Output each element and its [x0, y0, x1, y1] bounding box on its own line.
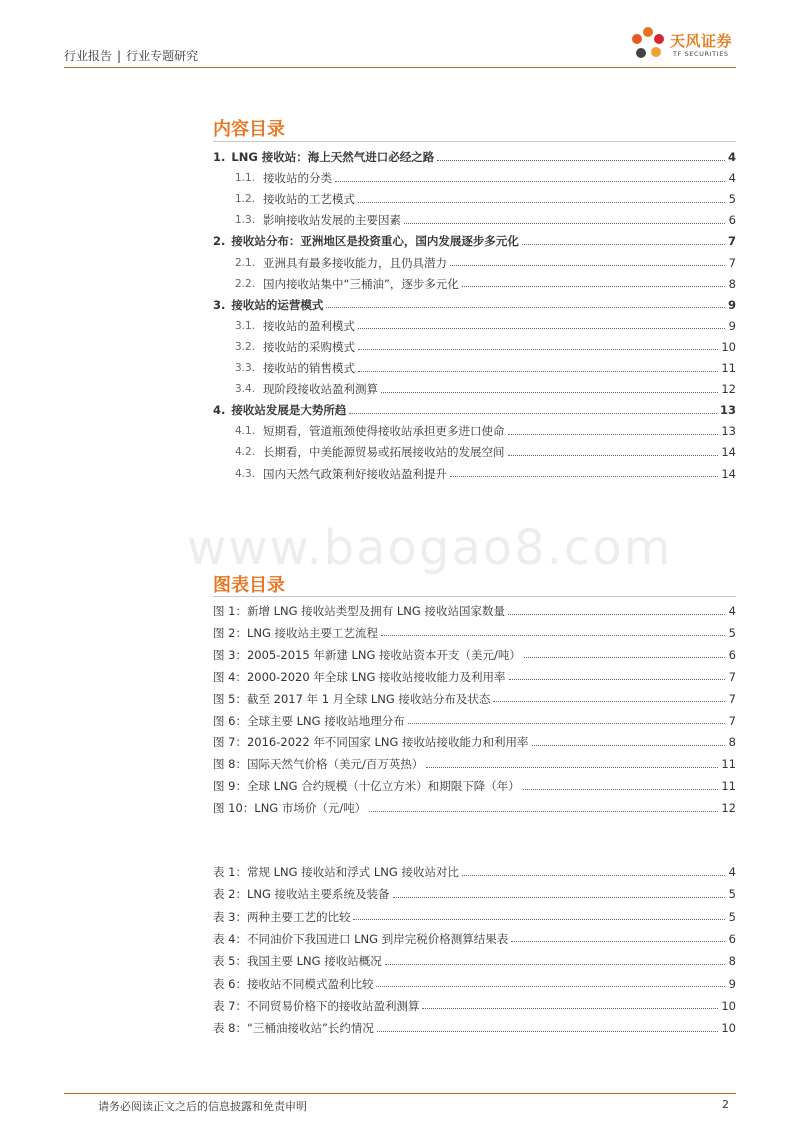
- toc-section-link[interactable]: [235, 360, 736, 376]
- figure-list-link[interactable]: [213, 800, 736, 816]
- table-list-link[interactable]: [213, 953, 736, 969]
- toc-leader-dots: [404, 223, 725, 224]
- figure-leader-dots: [524, 657, 725, 658]
- toc-item-number: 4.2.: [235, 446, 256, 459]
- toc-leader-dots: [358, 371, 718, 372]
- table-leader-dots: [353, 919, 725, 920]
- toc-item-text: 亚洲具有最多接收能力，且仍具潜力: [263, 255, 447, 270]
- table-list-link[interactable]: [213, 976, 736, 992]
- toc-item-text: 接收站发展是大势所趋: [231, 403, 347, 418]
- toc-item-number: 3.1.: [235, 319, 256, 332]
- table-label: 表 1：: [213, 865, 247, 879]
- toc-leader-dots: [349, 413, 717, 414]
- toc-item-page: 14: [721, 466, 736, 481]
- figure-list-link[interactable]: [213, 625, 736, 641]
- toc-item-text: 长期看，中美能源贸易或拓展接收站的发展空间: [263, 445, 505, 460]
- toc-section-link[interactable]: [235, 339, 736, 355]
- figure-page: 7: [728, 691, 736, 706]
- toc-section-link[interactable]: [235, 381, 736, 397]
- toc-item-number: 2.2.: [235, 277, 256, 290]
- toc-chapter-link[interactable]: [213, 149, 736, 165]
- figure-page: 8: [728, 735, 736, 750]
- figure-caption: LNG 市场价（元/吨）: [254, 801, 367, 816]
- figure-label: 图 1：: [213, 604, 247, 618]
- figure-caption: 全球主要 LNG 接收站地理分布: [246, 713, 405, 728]
- toc-section-link[interactable]: [235, 444, 736, 460]
- figure-caption: 截至 2017 年 1 月全球 LNG 接收站分布及状态: [246, 691, 491, 706]
- toc-leader-dots: [358, 328, 725, 329]
- table-leader-dots: [422, 1008, 718, 1009]
- figures-title-rule: [213, 596, 736, 597]
- toc-item-page: 7: [727, 234, 736, 249]
- toc-item-number: 1.3.: [235, 214, 256, 227]
- toc-item-page: 9: [727, 297, 736, 312]
- figure-page: 7: [728, 713, 736, 728]
- figure-leader-dots: [381, 635, 725, 636]
- toc-item-page: 8: [728, 276, 736, 291]
- table-label: 表 8：: [213, 1021, 247, 1036]
- table-caption: 我国主要 LNG 接收站概况: [246, 954, 382, 969]
- table-list-link[interactable]: [213, 909, 736, 925]
- toc-item-text: 接收站的销售模式: [263, 361, 355, 375]
- figure-page: 6: [728, 647, 736, 662]
- toc-item-number: 2.1.: [235, 256, 256, 269]
- report-type: 行业报告: [64, 49, 113, 63]
- toc-item-text: 接收站的运营模式: [231, 297, 324, 312]
- toc-item-text: 接收站的分类: [263, 171, 332, 186]
- figure-leader-dots: [426, 767, 718, 768]
- toc-leader-dots: [462, 286, 725, 287]
- figure-list-link[interactable]: [213, 778, 736, 794]
- toc-section-link[interactable]: [235, 191, 736, 207]
- figure-label: 图 10：: [213, 801, 255, 816]
- toc-leader-dots: [381, 392, 718, 393]
- table-caption: 不同油价下我国进口 LNG 到岸完税价格测算结果表: [246, 931, 509, 946]
- figure-caption: 2016-2022 年不同国家 LNG 接收站接收能力和利用率: [246, 735, 529, 750]
- toc-leader-dots: [450, 476, 718, 477]
- toc-item-text: 接收站的采购模式: [263, 339, 355, 354]
- toc-item-number: 4.1.: [235, 425, 256, 438]
- toc-item-text: 国内天然气政策利好接收站盈利提升: [263, 466, 447, 481]
- figure-caption: 2005-2015 年新建 LNG 接收站资本开支（美元/吨）: [246, 647, 521, 662]
- figure-label: 图 9：: [213, 779, 247, 794]
- figure-caption: 国际天然气价格（美元/百万英热）: [246, 757, 424, 772]
- header-separator: |: [117, 49, 122, 63]
- figure-leader-dots: [493, 701, 725, 702]
- watermark: www.baogao8.com: [187, 520, 673, 576]
- toc-item-number: 2.: [213, 234, 226, 249]
- figure-leader-dots: [408, 723, 725, 724]
- toc-leader-dots: [437, 160, 725, 161]
- toc-leader-dots: [522, 244, 725, 245]
- toc-item-page: 14: [721, 445, 736, 460]
- toc-item-number: 3.: [213, 297, 226, 312]
- toc-leader-dots: [450, 265, 725, 266]
- page-number: 2: [722, 1098, 729, 1111]
- table-caption: 常规 LNG 接收站和浮式 LNG 接收站对比: [246, 865, 459, 879]
- toc-section-link[interactable]: [235, 276, 736, 292]
- toc-chapter-link[interactable]: [213, 402, 736, 418]
- toc-leader-dots: [508, 434, 719, 435]
- table-page: 6: [728, 931, 736, 946]
- figure-page: 4: [728, 604, 736, 618]
- toc-item-number: 1.: [213, 150, 226, 164]
- company-logo: [628, 24, 738, 64]
- toc-item-page: 12: [721, 382, 736, 397]
- table-list-link[interactable]: [213, 1020, 736, 1036]
- toc-item-page: 13: [719, 403, 736, 418]
- toc-section-link[interactable]: [235, 466, 736, 482]
- figure-label: 图 4：: [213, 669, 247, 684]
- figure-leader-dots: [509, 679, 725, 680]
- toc-section-link[interactable]: [235, 318, 736, 334]
- figure-leader-dots: [369, 811, 718, 812]
- report-category: [64, 47, 198, 64]
- toc-section-link[interactable]: [235, 255, 736, 271]
- toc-item-text: 接收站的工艺模式: [263, 192, 355, 207]
- table-page: 5: [728, 887, 736, 902]
- table-leader-dots: [377, 1031, 718, 1032]
- figure-page: 11: [721, 757, 736, 772]
- toc-item-page: 13: [721, 424, 736, 439]
- figure-leader-dots: [523, 789, 719, 790]
- toc-item-page: 7: [728, 255, 736, 270]
- figure-page: 12: [721, 801, 736, 816]
- toc-item-number: 4.3.: [235, 467, 256, 480]
- toc-item-page: 10: [721, 339, 736, 354]
- table-page: 10: [721, 998, 736, 1013]
- figure-caption: LNG 接收站主要工艺流程: [246, 625, 379, 640]
- figure-label: 图 2：: [213, 625, 247, 640]
- toc-item-page: 4: [727, 150, 736, 164]
- toc-item-text: 接收站分布：亚洲地区是投资重心，国内发展逐步多元化: [231, 234, 519, 249]
- toc-leader-dots: [358, 349, 718, 350]
- toc-chapter-link[interactable]: [213, 233, 736, 249]
- toc-item-page: 5: [728, 192, 736, 207]
- table-caption: “三桶油接收站”长约情况: [246, 1021, 374, 1036]
- logo-text-cn: 天风证券: [670, 32, 733, 50]
- table-leader-dots: [385, 964, 725, 965]
- toc-item-number: 1.1.: [235, 172, 256, 185]
- toc-item-number: 3.4.: [235, 383, 256, 396]
- toc-item-text: LNG 接收站：海上天然气进口必经之路: [231, 150, 435, 164]
- figure-page: 5: [728, 625, 736, 640]
- toc-leader-dots: [358, 202, 725, 203]
- figure-leader-dots: [508, 614, 725, 615]
- header-rule: [64, 67, 736, 68]
- table-page: 4: [728, 865, 736, 879]
- figure-list-link[interactable]: [213, 756, 736, 772]
- toc-leader-dots: [508, 455, 719, 456]
- toc-item-page: 4: [728, 171, 736, 186]
- toc-section-link[interactable]: [235, 423, 736, 439]
- figure-list-link[interactable]: [213, 603, 736, 619]
- figure-leader-dots: [532, 745, 725, 746]
- table-list-link[interactable]: [213, 931, 736, 947]
- toc-item-text: 影响接收站发展的主要因素: [263, 213, 401, 228]
- table-label: 表 2：: [213, 887, 247, 902]
- table-page: 5: [728, 909, 736, 924]
- toc-item-number: 3.2.: [235, 340, 256, 353]
- toc-item-page: 11: [721, 361, 736, 375]
- figure-list-link[interactable]: [213, 691, 736, 707]
- toc-item-page: 6: [728, 213, 736, 228]
- toc-title: 内容目录: [213, 119, 285, 140]
- figure-label: 图 8：: [213, 757, 247, 772]
- table-list-link[interactable]: [213, 886, 736, 902]
- table-label: 表 7：: [213, 998, 247, 1013]
- toc-leader-dots: [326, 307, 725, 308]
- table-leader-dots: [393, 897, 725, 898]
- toc-item-page: 9: [728, 318, 736, 333]
- figure-caption: 全球 LNG 合约规模（十亿立方米）和期限下降（年）: [246, 779, 520, 794]
- table-page: 9: [728, 976, 736, 991]
- table-label: 表 5：: [213, 954, 247, 969]
- toc-item-number: 4.: [213, 403, 226, 418]
- figure-list-link[interactable]: [213, 713, 736, 729]
- toc-section-link[interactable]: [235, 212, 736, 228]
- figures-title: 图表目录: [213, 575, 285, 596]
- footer-disclaimer: 请务必阅读正文之后的信息披露和免责申明: [98, 1100, 307, 1113]
- figure-list-link[interactable]: [213, 647, 736, 663]
- table-label: 表 4：: [213, 931, 247, 946]
- figure-label: 图 6：: [213, 713, 247, 728]
- toc-item-number: 3.3.: [235, 362, 256, 374]
- table-caption: 两种主要工艺的比较: [246, 909, 351, 924]
- toc-title-rule: [213, 141, 736, 142]
- figure-label: 图 7：: [213, 735, 247, 750]
- toc-item-number: 1.2.: [235, 193, 256, 206]
- table-label: 表 6：: [213, 976, 247, 991]
- figure-caption: 新增 LNG 接收站类型及拥有 LNG 接收站国家数量: [246, 604, 505, 618]
- figure-page: 11: [721, 779, 736, 794]
- toc-section-link[interactable]: [235, 170, 736, 186]
- table-label: 表 3：: [213, 909, 247, 924]
- toc-leader-dots: [335, 181, 725, 182]
- table-list-link[interactable]: [213, 998, 736, 1014]
- table-leader-dots: [511, 941, 725, 942]
- table-list-link[interactable]: [213, 864, 736, 880]
- figure-label: 图 5：: [213, 691, 247, 706]
- table-caption: LNG 接收站主要系统及装备: [246, 887, 390, 902]
- table-page: 10: [721, 1021, 736, 1036]
- toc-item-text: 接收站的盈利模式: [263, 318, 355, 333]
- report-subtype: 行业专题研究: [126, 49, 199, 63]
- table-leader-dots: [376, 986, 725, 987]
- toc-item-text: 短期看，管道瓶颈使得接收站承担更多进口使命: [263, 424, 505, 439]
- figure-list-link[interactable]: [213, 669, 736, 685]
- figure-page: 7: [728, 669, 736, 684]
- footer-rule: [64, 1093, 736, 1094]
- toc-item-text: 现阶段接收站盈利测算: [263, 382, 378, 397]
- toc-item-text: 国内接收站集中“三桶油”，逐步多元化: [263, 276, 459, 291]
- flower-logo-icon: [628, 24, 668, 64]
- table-caption: 不同贸易价格下的接收站盈利测算: [246, 998, 420, 1013]
- figure-caption: 2000-2020 年全球 LNG 接收站接收能力及利用率: [246, 669, 506, 684]
- page-header: [0, 0, 800, 70]
- table-caption: 接收站不同模式盈利比较: [246, 976, 374, 991]
- figure-label: 图 3：: [213, 647, 247, 662]
- table-page: 8: [728, 954, 736, 969]
- logo-text-en: TF SECURITIES: [673, 50, 729, 58]
- table-leader-dots: [462, 875, 725, 876]
- toc-chapter-link[interactable]: [213, 297, 736, 313]
- figure-list-link[interactable]: [213, 734, 736, 750]
